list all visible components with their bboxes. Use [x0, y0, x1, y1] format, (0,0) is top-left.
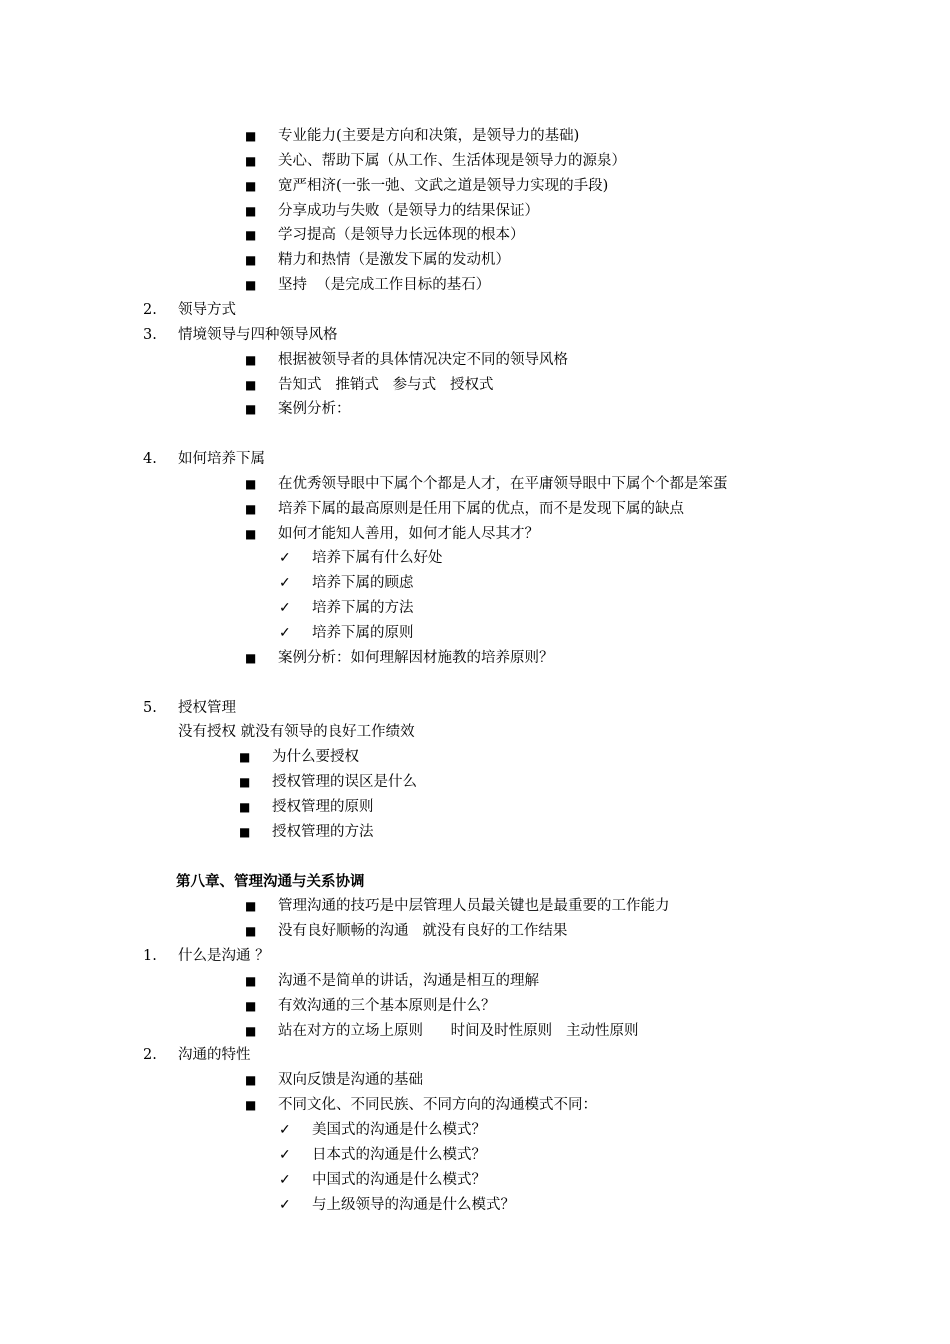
bullet-item: ■ 如何才能知人善用，如何才能人尽其才？: [278, 525, 539, 543]
bullet-item: ■ 授权管理的误区是什么: [272, 773, 417, 791]
numbered-item: 什么是沟通 ？: [178, 948, 270, 964]
item-number: 2.: [143, 1047, 157, 1063]
numbered-item: 授权管理: [178, 700, 236, 716]
bullet-item: ■ 为什么要授权: [272, 748, 359, 766]
check-item: ✓ 美国式的沟通是什么模式？: [312, 1121, 486, 1139]
bullet-item: ■ 学习提高（是领导力长远体现的根本）: [278, 226, 525, 244]
bullet-item: ■ 根据被领导者的具体情况决定不同的领导风格: [278, 351, 568, 369]
bullet-item: ■ 不同文化、不同民族、不同方向的沟通模式不同：: [278, 1096, 597, 1114]
bullet-item: ■ 授权管理的方法: [272, 823, 374, 841]
bullet-item: ■ 在优秀领导眼中下属个个都是人才，在平庸领导眼中下属个个都是笨蛋: [278, 475, 728, 493]
check-item: ✓ 日本式的沟通是什么模式？: [312, 1146, 486, 1164]
numbered-item: 沟通的特性: [178, 1047, 251, 1063]
check-item: ✓ 培养下属的原则: [312, 624, 414, 642]
bullet-item: ■ 精力和热情（是激发下属的发动机）: [278, 251, 510, 269]
item-number: 4.: [143, 451, 157, 467]
bullet-item: ■ 双向反馈是沟通的基础: [278, 1071, 423, 1089]
bullet-item: ■ 坚持 （是完成工作目标的基石）: [278, 276, 490, 294]
item-number: 5.: [143, 700, 157, 716]
bullet-item: ■ 告知式 推销式 参与式 授权式: [278, 376, 493, 394]
check-item: ✓ 培养下属的方法: [312, 599, 414, 617]
item-number: 1.: [143, 948, 157, 964]
item-number: 3.: [143, 327, 157, 343]
bullet-item: ■ 培养下属的最高原则是任用下属的优点，而不是发现下属的缺点: [278, 500, 684, 518]
numbered-item: 情境领导与四种领导风格: [178, 327, 338, 343]
check-item: ✓ 培养下属的顾虑: [312, 574, 414, 592]
check-item: ✓ 与上级领导的沟通是什么模式？: [312, 1196, 515, 1214]
numbered-item: 如何培养下属: [178, 451, 265, 467]
bullet-item: ■ 宽严相济(一张一弛、文武之道是领导力实现的手段): [278, 177, 608, 195]
bullet-item: ■ 沟通不是简单的讲话，沟通是相互的理解: [278, 972, 539, 990]
bullet-item: ■ 授权管理的原则: [272, 798, 374, 816]
bullet-item: ■ 站在对方的立场上原则 时间及时性原则 主动性原则: [278, 1022, 638, 1040]
numbered-item: 领导方式: [178, 302, 236, 318]
bullet-item: ■ 管理沟通的技巧是中层管理人员最关键也是最重要的工作能力: [278, 897, 670, 915]
check-item: ✓ 培养下属有什么好处: [312, 549, 443, 567]
bullet-item: ■ 专业能力(主要是方向和决策，是领导力的基础): [278, 127, 579, 145]
bullet-item: ■ 案例分析：: [278, 400, 351, 418]
paragraph-text: 没有授权 就没有领导的良好工作绩效: [178, 724, 415, 740]
check-item: ✓ 中国式的沟通是什么模式？: [312, 1171, 486, 1189]
bullet-item: ■ 案例分析：如何理解因材施教的培养原则？: [278, 649, 554, 667]
item-number: 2.: [143, 302, 157, 318]
bullet-item: ■ 没有良好顺畅的沟通 就没有良好的工作结果: [278, 922, 567, 940]
bullet-item: ■ 分享成功与失败（是领导力的结果保证）: [278, 202, 539, 220]
chapter-heading: 第八章、管理沟通与关系协调: [176, 873, 365, 890]
bullet-item: ■ 有效沟通的三个基本原则是什么？: [278, 997, 496, 1015]
bullet-item: ■ 关心、帮助下属（从工作、生活体现是领导力的源泉）: [278, 152, 626, 170]
